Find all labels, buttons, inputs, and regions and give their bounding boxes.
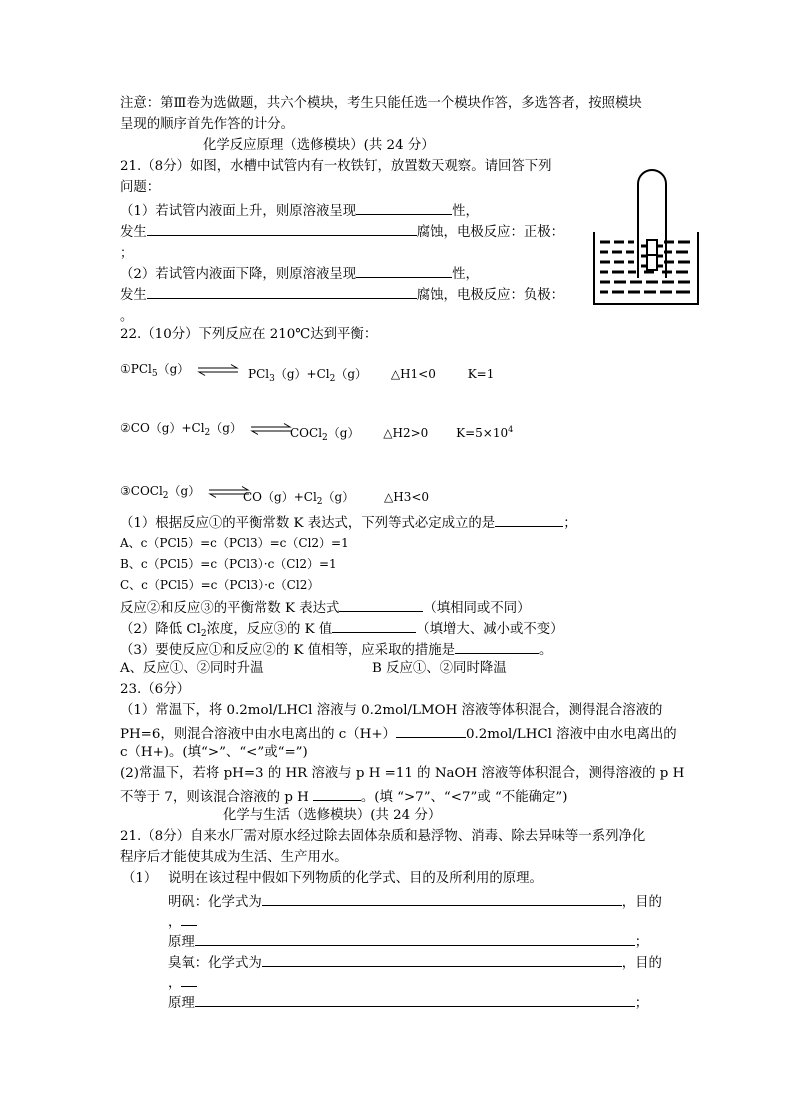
- q21-part1-line-a: （1）若试管内液面上升，则原溶液呈现 性，: [120, 201, 479, 220]
- q22-sub3-option-b: B 反应①、②同时降温: [372, 661, 507, 676]
- q23-part2-line-2: 不等于 7，则该混合溶液的 p H 。(填 “>7”、“<7”或 “不能确定”): [120, 787, 567, 806]
- answer-blank[interactable]: [455, 640, 539, 654]
- q22-sub1: （1）根据反应①的平衡常数 K 表达式，下列等式必定成立的是 ；: [120, 513, 577, 532]
- reaction-1-products: $PCl_3(g)+Cl_2(g)$ △H1<0 K=1: [248, 367, 495, 384]
- alum-principle: 原理 ；: [168, 932, 648, 951]
- q23-part1-line-1: （1）常温下，将 0.2mol/LHCl 溶液与 0.2mol/LMOH 溶液等体积混合，测得混合溶液的: [120, 703, 663, 718]
- reaction-1: ①PCl$_5$（g）: [120, 361, 243, 377]
- reaction-3: ③COCl$_2$（g）: [120, 483, 254, 499]
- answer-blank[interactable]: [181, 973, 197, 987]
- reaction-2: $②CO(g)+Cl_2(g)$: [120, 420, 296, 436]
- q21-semicolon: ；: [120, 246, 134, 261]
- answer-blank[interactable]: [356, 201, 452, 215]
- alum-line: 明矾：化学式为 ，目的: [168, 892, 662, 911]
- module1-title: 化学反应原理（选修模块）(共 24 分）: [203, 138, 435, 153]
- q23-part1-line-3: c（H+)。(填“>”、“<”或“=”): [120, 745, 308, 760]
- reaction-3-products: $CO(g)+Cl_2(g)$ △H3<0: [243, 490, 430, 507]
- q21-part2-line-a: （2）若试管内液面下降，则原溶液呈现 性，: [120, 264, 479, 283]
- answer-blank[interactable]: [181, 912, 197, 926]
- ozone-principle: 原理 ；: [168, 993, 648, 1012]
- answer-blank[interactable]: [396, 724, 466, 738]
- answer-blank[interactable]: [313, 787, 361, 801]
- ozone-line: 臭氧：化学式为 ，目的: [168, 953, 662, 972]
- q23-part2-line-1: (2)常温下，若将 pH=3 的 HR 溶液与 p H =11 的 NaOH 溶液等体积混合，测得溶液的 p H: [120, 766, 685, 781]
- answer-blank[interactable]: [262, 892, 622, 906]
- q22-sub2: （2）降低 $Cl_2$浓度，反应③的 K 值 （填增大、减小或不变）: [120, 619, 564, 638]
- q21-line-2: 问题：: [120, 180, 161, 195]
- m2-q21-line-1: 21.（8分）自来水厂需对原水经过除去固体杂质和悬浮物、消毒、除去异味等一系列净化: [120, 829, 646, 844]
- reaction-2-products: COCl$_2$（g） △H2>0 $K=5\times 10^4$: [290, 425, 514, 443]
- q22-option-a: A、c（PCl5）=c（PCl3）=c（Cl2）=1: [120, 536, 349, 550]
- m2-q21-part1-text: 说明在该过程中假如下列物质的化学式、目的及所利用的原理。: [168, 871, 543, 886]
- q22-sub1b: 反应②和反应③的平衡常数 K 表达式 （填相同或不同）: [120, 598, 531, 617]
- test-tube-trough-figure: [592, 168, 702, 316]
- notice-line-1: 注意：第Ⅲ卷为选做题，共六个模块，考生只能任选一个模块作答，多选答者，按照模块: [120, 96, 642, 111]
- q23-part1-line-2: PH=6，则混合溶液中由水电离出的 c（H+） 0.2mol/LHCl 溶液中由水电离出的: [120, 724, 677, 743]
- answer-blank[interactable]: [195, 932, 635, 946]
- answer-blank[interactable]: [147, 285, 417, 299]
- q22-sub3-option-a: A、反应①、②同时升温: [120, 661, 264, 676]
- m2-q21-line-2: 程序后才能使其成为生活、生产用水。: [120, 850, 348, 865]
- q21-part2-line-b: 发生 腐蚀，电极反应：负极：: [120, 285, 564, 304]
- q21-line-1: 21.（8分）如图，水槽中试管内有一枚铁钉，放置数天观察。请回答下列: [120, 159, 552, 174]
- answer-blank[interactable]: [195, 993, 635, 1007]
- alum-comma: ，: [168, 912, 197, 931]
- equilibrium-arrow-icon: [197, 364, 239, 376]
- q21-period: 。: [120, 309, 134, 324]
- m2-q21-part1-num: （1）: [122, 871, 158, 886]
- answer-blank[interactable]: [332, 619, 416, 633]
- q22-sub3: （3）要使反应①和反应②的 K 值相等，应采取的措施是 。: [120, 640, 552, 659]
- ozone-comma: ，: [168, 973, 197, 992]
- notice-line-2: 呈现的顺序首先作答的计分。: [120, 117, 295, 132]
- q23-head: 23.（6分）: [120, 682, 190, 697]
- answer-blank[interactable]: [495, 513, 563, 527]
- q22-option-c: C、c（PCl5）=c（PCl3）·c（Cl2）: [120, 578, 320, 592]
- equilibrium-arrow-icon: [250, 423, 292, 435]
- q22-option-b: B、c（PCl5）=c（PCl3）·c（Cl2）=1: [120, 557, 337, 571]
- q21-part1-line-b: 发生 腐蚀，电极反应：正极：: [120, 222, 564, 241]
- answer-blank[interactable]: [339, 598, 423, 612]
- module2-title: 化学与生活（选修模块）(共 24 分）: [223, 808, 442, 823]
- q22-head: 22.（10分）下列反应在 210℃达到平衡：: [120, 327, 378, 342]
- answer-blank[interactable]: [356, 264, 452, 278]
- answer-blank[interactable]: [262, 953, 622, 967]
- answer-blank[interactable]: [147, 222, 417, 236]
